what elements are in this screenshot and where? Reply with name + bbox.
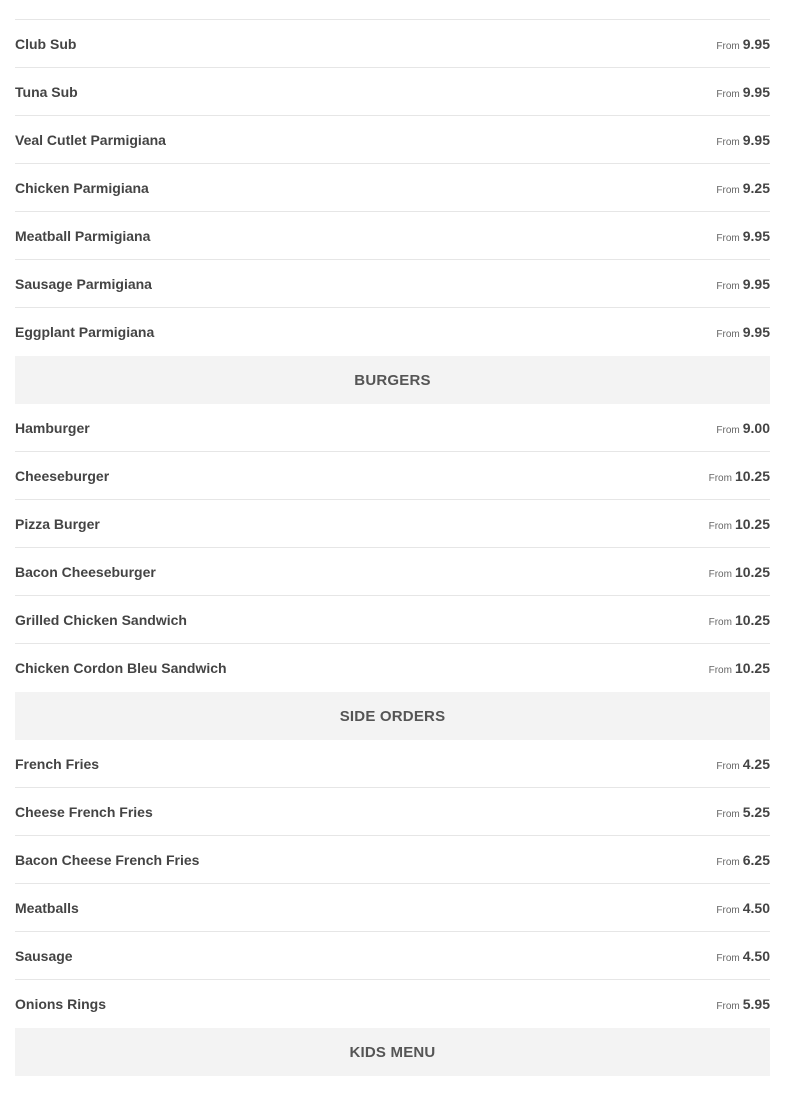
item-name: Pizza Burger <box>15 515 100 532</box>
item-price <box>709 468 770 484</box>
item-name: Cheeseburger <box>15 467 110 484</box>
price-value: 9.95 <box>742 227 770 244</box>
item-price <box>716 180 770 196</box>
price-prefix: From <box>716 136 740 148</box>
menu-item[interactable] <box>15 836 770 884</box>
item-price <box>716 324 770 340</box>
price-prefix: From <box>716 1001 740 1012</box>
menu-item-partial[interactable] <box>15 0 770 20</box>
section-header-kids-menu <box>15 1028 770 1076</box>
menu-item[interactable] <box>15 884 770 932</box>
price-prefix: From <box>716 808 740 820</box>
item-name: Veal Cutlet Parmigiana <box>15 131 166 148</box>
price-prefix: From <box>716 280 740 292</box>
menu-item[interactable] <box>15 740 770 788</box>
price-value: 4.50 <box>742 947 770 964</box>
price-value: 9.95 <box>742 35 770 52</box>
price-value: 10.25 <box>734 467 770 484</box>
menu-item[interactable] <box>15 260 770 308</box>
menu-item[interactable] <box>15 308 770 356</box>
menu-item[interactable] <box>15 548 770 596</box>
price-prefix: From <box>716 760 740 772</box>
item-price <box>716 996 770 1012</box>
price-prefix: From <box>708 472 732 484</box>
item-name: Sausage Parmigiana <box>15 275 152 292</box>
section-header-side-orders <box>15 692 770 740</box>
price-value: 10.25 <box>734 611 770 628</box>
menu-item[interactable] <box>15 788 770 836</box>
menu-item[interactable] <box>15 116 770 164</box>
item-name: Club Sub <box>15 35 77 52</box>
item-name: Chicken Parmigiana <box>15 179 149 196</box>
item-price <box>709 612 770 628</box>
price-value: 5.95 <box>742 996 770 1012</box>
menu-item[interactable] <box>15 644 770 692</box>
item-name: Cheese French Fries <box>15 803 153 820</box>
price-value: 9.25 <box>742 179 770 196</box>
section-title: SIDE ORDERS <box>339 707 446 725</box>
price-prefix: From <box>716 184 740 196</box>
price-prefix: From <box>708 665 732 676</box>
item-price <box>716 228 770 244</box>
price-prefix: From <box>716 952 740 964</box>
price-value: 9.95 <box>742 131 770 148</box>
item-price <box>716 900 770 916</box>
item-name: Meatball Parmigiana <box>15 227 151 244</box>
price-value: 10.25 <box>734 515 770 532</box>
menu-item[interactable] <box>15 20 770 68</box>
price-prefix: From <box>716 232 740 244</box>
price-value: 9.00 <box>742 419 770 436</box>
item-name: Grilled Chicken Sandwich <box>15 611 187 628</box>
menu-item[interactable] <box>15 404 770 452</box>
item-price <box>716 804 770 820</box>
price-prefix: From <box>716 856 740 868</box>
price-prefix: From <box>708 616 732 628</box>
price-prefix: From <box>708 520 732 532</box>
section-title: BURGERS <box>354 371 431 389</box>
section-header-burgers <box>15 356 770 404</box>
item-price <box>716 84 770 100</box>
price-value: 4.50 <box>742 899 770 916</box>
menu-item[interactable] <box>15 932 770 980</box>
item-price <box>716 756 770 772</box>
item-name: Bacon Cheese French Fries <box>15 851 200 868</box>
section-title: KIDS MENU <box>349 1043 436 1061</box>
price-value: 9.95 <box>742 324 770 340</box>
price-prefix: From <box>708 568 732 580</box>
item-price <box>709 516 770 532</box>
price-value: 4.25 <box>742 755 770 772</box>
price-prefix: From <box>716 40 740 52</box>
item-price <box>716 852 770 868</box>
item-name: Meatballs <box>15 899 79 916</box>
price-prefix: From <box>716 329 740 340</box>
price-value: 10.25 <box>734 563 770 580</box>
item-price <box>716 276 770 292</box>
item-price <box>716 420 770 436</box>
price-prefix: From <box>716 424 740 436</box>
item-name: Bacon Cheeseburger <box>15 563 156 580</box>
item-price <box>709 660 770 676</box>
menu-item[interactable] <box>15 452 770 500</box>
item-price <box>716 36 770 52</box>
price-value: 9.95 <box>742 275 770 292</box>
menu-item[interactable] <box>15 596 770 644</box>
price-value: 9.95 <box>742 83 770 100</box>
price-value: 5.25 <box>742 803 770 820</box>
menu-item[interactable] <box>15 68 770 116</box>
item-name: French Fries <box>15 755 100 772</box>
item-price <box>716 132 770 148</box>
menu-item[interactable] <box>15 164 770 212</box>
menu-item[interactable] <box>15 980 770 1028</box>
price-prefix: From <box>716 88 740 100</box>
price-value: 10.25 <box>734 660 770 676</box>
menu-item[interactable] <box>15 212 770 260</box>
item-name: Chicken Cordon Bleu Sandwich <box>15 660 227 676</box>
menu-list <box>15 0 770 1076</box>
item-name: Tuna Sub <box>15 83 78 100</box>
price-prefix: From <box>716 904 740 916</box>
item-name: Hamburger <box>15 419 90 436</box>
item-name: Onions Rings <box>15 996 106 1012</box>
item-price <box>716 948 770 964</box>
price-value: 6.25 <box>742 851 770 868</box>
item-price <box>709 564 770 580</box>
item-name: Eggplant Parmigiana <box>15 324 155 340</box>
menu-item[interactable] <box>15 500 770 548</box>
item-name: Sausage <box>15 947 73 964</box>
